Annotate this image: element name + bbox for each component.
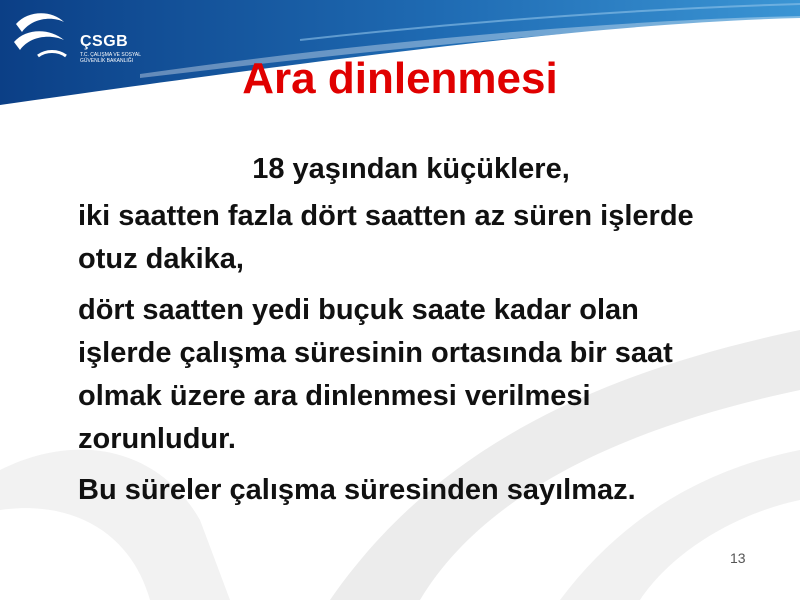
slide-body — [78, 148, 738, 520]
logo-subtitle: T.C. ÇALIŞMA VE SOSYAL GÜVENLİK BAKANLIĞI — [80, 52, 141, 64]
body-paragraph-4: Bu süreler çalışma süresinden sayılmaz. — [78, 474, 636, 506]
body-paragraph-2: iki saatten fazla dört saatten az süren işlerde otuz dakika, — [78, 200, 694, 275]
page-number: 13 — [730, 550, 746, 566]
logo-acronym: ÇSGB — [80, 33, 129, 50]
body-paragraph-1: 18 yaşından küçüklere, — [252, 153, 570, 185]
body-paragraph-3: dört saatten yedi buçuk saate kadar olan işlerde çalışma süresinin ortasında bir saat olmak üzere ara dinlenmesi verilmesi zorunludur. — [78, 294, 673, 455]
slide-title: Ara dinlenmesi — [242, 54, 558, 103]
